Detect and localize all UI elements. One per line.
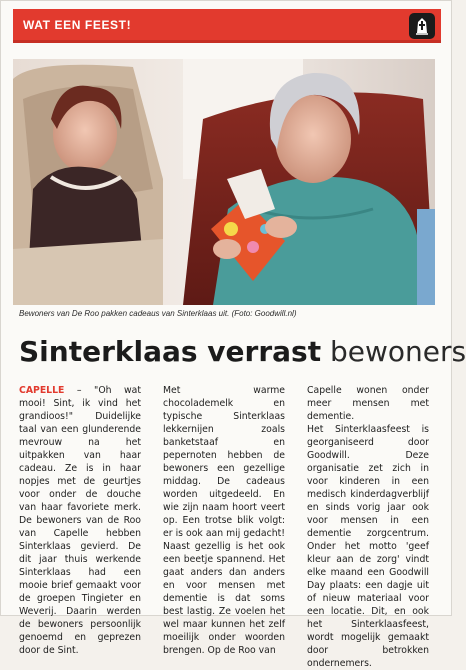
- article-headline: [19, 335, 466, 369]
- article-column-2: [163, 384, 285, 657]
- dateline: CAPELLE: [19, 385, 65, 396]
- column-2-text: Met warme chocolademelk en typische Sinterklaas lekkernijen zoals banketstaaf en pepernoten hebben de bewoners een gezellige middag. De cadeaus worden uitgedeeld. En wie zijn naam hoort veert op. Een trotse blik volgt: er is ook aan mij gedacht! Naast gezellig is het ook een beetje spannend. Het gaat anders dan anders en voor mensen met dementie is dat soms best lastig. Ze voelen het wel maar kunnen het zelf moeilijk onder woorden brengen. Op de Roo van: [163, 385, 285, 656]
- article-column-1: [19, 384, 141, 657]
- section-label: WAT EEN FEEST!: [23, 18, 132, 32]
- headline-bold: Sinterklaas verrast: [19, 335, 322, 368]
- article-column-3: [307, 384, 429, 670]
- sinterklaas-mitre-icon: [409, 13, 435, 39]
- section-banner: [13, 9, 441, 43]
- column-3-paragraph-1: Capelle wonen onder meer mensen met dementie.: [307, 385, 429, 422]
- headline-light: bewoners: [330, 335, 466, 368]
- column-3-paragraph-2: Het Sinterklaasfeest is georganiseerd door Goodwill. Deze organisatie zet zich in voor kinderen in een medisch kinderdagverblijf en sinds vorig jaar ook voor mensen in een dementie zorgcentrum. Onder het motto 'geef kleur aan de zorg' vindt elke maand een Goodwill Day plaats: een dagje uit of nieuw materiaal voor een locatie. Dit, en ook het Sinterklaasfeest, wordt mogelijk gemaakt door betrokken ondernemers.: [307, 424, 429, 669]
- photo-caption: Bewoners van De Roo pakken cadeaus van Sinterklaas uit. (Foto: Goodwill.nl): [19, 309, 297, 318]
- column-1-text: – "Oh wat mooi! Sint, ik vind het grandioos!" Duidelijke taal van een glunderende mevrouw na het uitpakken van haar cadeau. Ze is in haar nopjes met de geurtjes voor onder de douche van haar favoriete merk. De bewoners van de Roo van Capelle hebben Sinterklaas gevierd. De dit jaar thuis werkende Sinterklaas had een mooie brief gemaakt voor de groepen Tingieter en Weverij. Daarin werden de bewoners persoonlijk genoemd en geprezen door de Sint.: [19, 385, 141, 656]
- article-photo: [13, 59, 435, 305]
